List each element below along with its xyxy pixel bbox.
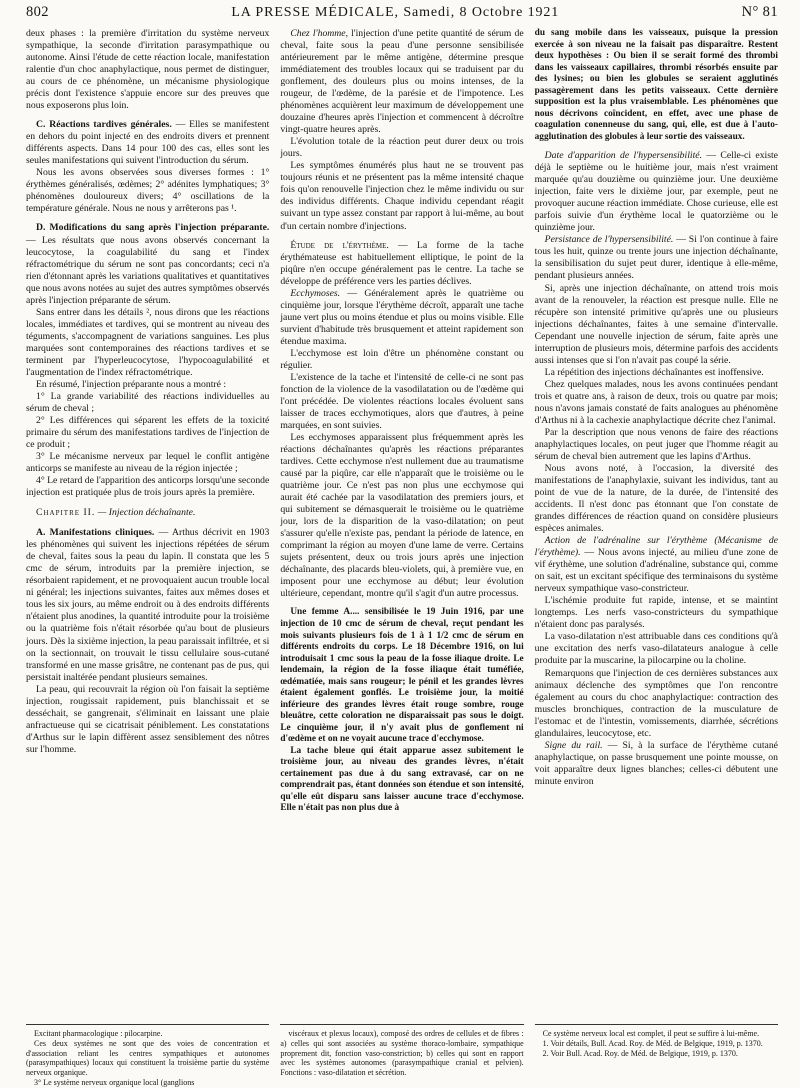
footnote-divider — [26, 1024, 269, 1025]
subsection-signe-du-rail — [535, 740, 778, 788]
footnote: Ce système nerveux local est complet, il peut se suffire à lui-même. — [542, 1029, 760, 1038]
section-text: — Elles se manifestent en dehors du point injecté en des endroits divers et prennent différents aspects. Dans 14 pour 100 des cas, elles sont les seules manifestations qui suivent l'introduction du sérum. — [26, 119, 270, 167]
section-text: — Arthus décrivit en 1903 les phénomènes qui suivent les injections répétées de sérum de cheval, faites sous la peau du lapin. Il constata que les 5 cmc de sérum, introduits par la première injection, se résorbaient rapidement, et ne provoquaient aucun trouble local ni général; les injections suivantes, faites aux mêmes doses et tous les six jours, au même endroit ou à des endroits différents n'étaient plus anodines, la quantité introduite pour la troisième ou la quatrième fois n'était résorbée qu'au bout de plusieurs jours. Dès la sixième injection, la peau paraissait infiltrée, et si on la sectionnait, on trouvait le tissu cellulaire sous-cutané transformé en une masse grisâtre, ne contenant pas de pus, qui persistait inaltérée pendant plusieurs semaines. — [26, 527, 270, 683]
subsection-label: Action de l'adrénaline sur l'érythème (Mécanisme de l'érythème). — [534, 535, 778, 559]
italic-lead: Chez l'homme, — [290, 28, 349, 39]
paragraph: Les ecchymoses apparaissent plus fréquemment après les réactions déchaînantes qu'après les réactions préparantes tardives. Cette ecchymose n'est nullement due au traumatisme causé par la piqûre, car elle n'apparaît que le troisième ou le quatrième jour. Ce n'est pas non plus une ecchymose qui aurait été cachée par la vasodilatation des premiers jours, et qui subitement se démasquerait le troisième ou le quatrième jour, lors de la disparition de la vaso-dilatation; on peut s'assurer qu'elle n'existe pas, pendant la période de latence, en comprimant la région au moyen d'une lame de verre. Certains sujets présentent, deux ou trois jours après une injection déchaînante, des placards bleu-violets, qui, à première vue, en imposent pour une ecchymose au début; leur évolution ultérieure, cependant, montre qu'il s'agit d'un autre processus. — [280, 432, 524, 600]
footnote: 2. Voir Bull. Acad. Roy. de Méd. de Belgique, 1919, p. 1370. — [542, 1048, 738, 1058]
section-heading: C. Réactions tardives générales. — [36, 119, 172, 131]
section-c — [26, 119, 269, 167]
subsection-text: — Généralement après le quatrième ou cinquième jour, lorsque l'érythème décroît, apparaît une tache jaune vert plus ou moins étendue et plus ou moins visible. Elle survient d'habitude très brusquement et atteint rapidement son étendue maxima. — [280, 287, 524, 347]
section-a — [26, 527, 269, 683]
paragraph-text: l'injection d'une petite quantité de sérum de cheval, faite sous la peau d'une personne sensibilisée antérieurement par le même antigène, détermine presque immédiatement des troubles locaux qui se traduisent par du gonflement, des douleurs plus ou moins intenses, de la rougeur, de l'œdème, de la parésie et de l'impotence. Les phénomènes acquièrent leur maximum de développement une douzaine d'heures après l'injection et commencent à décroître vingt-quatre heures après. — [280, 28, 524, 136]
footnote: 3° Le système nerveux organique local (ganglions — [34, 1077, 195, 1087]
subsection-text: — Si l'on continue à faire tous les huit, quinze ou trente jours une injection déchaînante, la sensibilisation du sujet peut durer, identique à elle-même, pendant plusieurs années. — [534, 234, 778, 282]
paragraph: Remarquons que l'injection de ces dernières substances aux animaux déclenche des symptômes que l'on rencontre également au cours du choc anaphylactique: contraction des muscles bronchiques, contraction de la musculature de l'estomac et de l'intestin, vomissements, diarrhée, sécrétions glandulaires, leucocytose, etc. — [534, 667, 778, 739]
page-header — [26, 4, 778, 28]
subsection-label: Signe du rail. — [544, 739, 603, 751]
footnote-divider — [280, 1024, 523, 1025]
paragraph: Si, après une injection déchaînante, on attend trois mois avant de la renouveler, la réaction est presque nulle. Elle ne récupère son intensité primitive qu'après une ou plusieurs injections déchaînantes, faites à une semaine d'intervalle. Cependant une nouvelle injection de sérum, faite après une interruption de plusieurs mois, détermine parfois des accidents aussi intenses que si l'on n'avait pas coupé la série. — [534, 282, 778, 366]
paragraph — [280, 28, 523, 136]
chapter-title: — Injection déchaînante. — [95, 507, 196, 519]
journal-title: LA PRESSE MÉDICALE, Samedi, 8 Octobre 1921 — [231, 5, 560, 20]
paragraph: La peau, qui recouvrait la région où l'on faisait la septième injection, rougissait rapidement, puis blanchissait et se desséchait, se gangrenait, s'éliminait en laissant une plaie anfractueuse qui se cicatrisait péniblement. Les constatations d'Arthus sur le lapin diffèrent assez sensiblement des nôtres sur l'homme. — [26, 683, 270, 755]
column-2 — [280, 28, 523, 1080]
subsection-text: — Si, à la surface de l'érythème cutané anaphylactique, on passe brusquement une pointe mousse, on voit apparaître deux lignes blanches; celles-ci débutent une minute environ — [534, 739, 778, 787]
paragraph: Les symptômes énumérés plus haut ne se trouvent pas toujours réunis et ne présentent pas la même intensité chaque fois qu'on renouvelle l'injection chez le même individu ou sur des individus différents. Chaque individu cependant réagit suivant un type assez constant par rapport à lui-même, au bout d'un certain nombre d'injections. — [280, 160, 524, 232]
section-heading: A. Manifestations cliniques. — [36, 527, 155, 539]
footnotes — [280, 1029, 523, 1078]
footnotes — [535, 1029, 778, 1058]
subsection-date — [535, 150, 778, 234]
case-report: Une femme A.... sensibilisée le 19 Juin 1916, par une injection de 10 cmc de sérum de cheval, reçut pendant les mois suivants plusieurs fois de 1 à 1 1/2 cmc de sérum en différents endroits du corps. Le 18 Décembre 1916, on lui introduisait 1 cmc sous la peau de la fosse iliaque droite. Le lendemain, la région de la fosse iliaque était tuméfiée, œdématiée, mais sans rougeur; le pénil et les grandes lèvres étaient également gonflés. Le troisième jour, la moitié inférieure des grandes lèvres était rouge sombre, rouge bleuâtre, cette coloration ne disparaissait pas sous le doigt. Le cinquième jour, il n'y avait plus de gonflement ni d'œdème et on ne voyait aucune trace d'ecchymose. — [280, 607, 524, 745]
footnote: viscéraux et plexus locaux), composé des ordres de cellules et de fibres : a) celles qui sont associées au système thoraco-lombaire, sympathique proprement dit, fonction vaso-constriction; b) celles qui sont en rapport avec les systèmes autonomes (parasympathique cranial et pelvien). Fonctions : vaso-dilatation et sécrétion. — [280, 1029, 524, 1077]
subsection-text: — Celle-ci existe déjà le septième ou le huitième jour, mais n'est vraiment marquée qu'au douzième ou quinzième jour. Une deuxième injection, faite vers le dixième jour, par exemple, peut ne provoquer aucune réaction immédiate. Chose curieuse, elle est parfois suivie d'un érythème local le quatorzième ou le quinzième jour. — [534, 150, 778, 234]
footnote-divider — [535, 1024, 778, 1025]
footnote: 1. Voir détails, Bull. Acad. Roy. de Méd. de Belgique, 1919, p. 1370. — [542, 1038, 763, 1048]
section-d — [26, 222, 269, 306]
case-report: La tache bleue qui était apparue assez subitement le troisième jour, au niveau des grandes lèvres, n'était certainement pas due à du sang extravasé, car on ne comprendrait pas, étant données son étendue et son intensité, qu'elle eût disparu sans laisser aucune trace d'ecchymose. Elle n'était pas non plus due à — [280, 745, 524, 814]
case-report-continued: du sang mobile dans les vaisseaux, puisque la pression exercée à son niveau ne la faisait pas disparaître. Restent deux hypothèses : Ou bien il se serait formé des thrombi dans les vaisseaux capillaires, thrombi résorbés ensuite par des lysines; ou bien les globules se seraient agglutinés passagèrement dans les petits vaisseaux. Cette dernière supposition est la plus vraisemblable. Les phénomènes que nous décrivons coïncident, en effet, avec une phase de coagulation conenneuse du sang, qui, elle, est due à l'auto-agglutination des globules à leur sortie des vaisseaux. — [534, 28, 778, 142]
paragraph: deux phases : la première d'irritation du système nerveux sympathique, la seconde d'irritation parasympathique ou autonome. Ainsi l'étude de cette réaction locale, manifestation ralentie d'un choc anaphylactique, nous permet de distinguer, au cours de ce phénomène, un mécanisme physiologique précis dont l'existence s'appuie encore sur des preuves que nous exposerons plus loin. — [26, 28, 270, 112]
paragraph: Par la description que nous venons de faire des réactions anaphylactiques locales, on peut juger que l'homme réagit au sérum de cheval bien autrement que les lapins d'Arthus. — [534, 426, 778, 462]
subsection-ecchymoses — [280, 288, 523, 348]
paragraph: En résumé, l'injection préparante nous a montré : — [36, 378, 227, 390]
paragraph: La vaso-dilatation n'est attribuable dans ces conditions qu'à une excitation des nerfs vaso-dilatateurs analogue à celle produite par la muscarine, la pilocarpine ou la choline. — [534, 631, 778, 667]
subsection-label: Persistance de l'hypersensibilité. — [544, 234, 674, 246]
page-number: 802 — [26, 4, 49, 20]
subsection-label: Date d'apparition de l'hypersensibilité. — [544, 150, 703, 162]
paragraph: L'existence de la tache et l'intensité de celle-ci ne sont pas fonction de la violence de la vasodilatation ou de l'œdème qui l'ont précédée. De violentes réactions locales évoluent sans laisser de traces ecchymotiques, alors que d'autres, à peine marquées, en sont suivies. — [280, 371, 524, 431]
issue-number: N° 81 — [741, 4, 778, 20]
chapter-label: Chapitre II. — [36, 507, 96, 519]
column-1 — [26, 28, 270, 1087]
subsection-text: — La forme de la tache érythémateuse est habituellement elliptique, le point de la piqûre n'en occupe généralement pas le centre. La tache se développe de préférence vers les parties déclives. — [280, 239, 524, 287]
paragraph: L'ecchymose est loin d'être un phénomène constant ou régulier. — [280, 347, 524, 371]
column-3 — [535, 28, 778, 1080]
text-columns — [26, 28, 778, 1087]
paragraph: Nous les avons observées sous diverses formes : 1° érythèmes généralisés, œdèmes; 2° adénites lymphatiques; 3° phénomènes douloureux divers; 4° oscillations de la température générale. Nous ne nous y arrêterons pas ¹. — [26, 167, 270, 215]
paragraph: Chez quelques malades, nous les avons continuées pendant trois et quatre ans, à raison de deux, trois ou quatre par mois; nous n'avons jamais constaté de faits analogues au phénomène d'Arthus ni à la cachexie anaphylactique décrite chez l'animal. — [534, 378, 778, 426]
footnote: Ces deux systèmes ne sont que des voies de concentration et d'association reliant les centres sympathiques et autonomes (parasympathiques) locaux qui constituent la troisième partie du système nerveux organique. — [26, 1038, 270, 1077]
subsection-text: — Nous avons injecté, au milieu d'une zone de vif érythème, une solution d'adrénaline, substance qui, comme on sait, est un excitant spécifique des terminaisons du système nerveux sympathique vaso-constricteur. — [534, 547, 778, 595]
list-item: 1° La grande variabilité des réactions individuelles au sérum de cheval ; — [26, 390, 270, 414]
subsection-persistance — [535, 234, 778, 282]
paragraph: Nous avons noté, à l'occasion, la diversité des manifestations de l'anaphylaxie, suivant les individus, tant au point de vue de la nature, de la durée, de l'intensité des accidents. Il n'est donc pas étonnant que l'on constate de grandes différences de réaction quand on considère plusieurs espèces animales. — [534, 462, 778, 535]
paragraph: L'ischémie produite fut rapide, intense, et se maintint longtemps. Les nerfs vaso-constricteurs du sympathique n'étaient donc pas paralysés. — [534, 595, 778, 631]
list-item: 3° Le mécanisme nerveux par lequel le conflit antigène anticorps se manifeste au niveau de la région injectée ; — [26, 451, 270, 475]
footnote: Excitant pharmacologique : pilocarpine. — [34, 1029, 163, 1038]
paragraph: La répétition des injections déchaînantes est inoffensive. — [544, 366, 764, 378]
subsection-label: Ecchymoses. — [290, 287, 341, 299]
section-text: — Les résultats que nous avons observés concernant la leucocytose, la coagulabilité du sang et l'index réfractométrique du sérum ne sont pas concordants; ceci n'a rien d'étonnant après les variations qualitatives et quantitatives que nous avons notées au sujet des autres symptômes observés après l'injection préparante de sérum. — [26, 234, 270, 306]
chapter-heading — [36, 507, 269, 519]
footnotes — [26, 1029, 269, 1088]
subsection-adrenaline — [535, 535, 778, 595]
list-item: 4° Le retard de l'apparition des anticorps lorsqu'une seconde injection est pratiquée plus de trois jours après la première. — [26, 475, 270, 499]
list-item: 2° Les différences qui séparent les effets de la toxicité primaire du sérum des manifestations tardives de l'injection de ce produit ; — [26, 414, 270, 451]
subsection-erytheme — [280, 240, 523, 288]
subsection-label: Étude de l'érythème. — [290, 239, 389, 251]
paragraph: Sans entrer dans les détails ², nous dirons que les réactions locales, immédiates et tardives, qui se montrent au niveau des téguments, s'accompagnent de variations sanguines. Les plus marquées sont contemporaines des réactions tardives et se terminent par l'hyperleucocytose, l'hypocoagulabilité et l'augmentation de l'index réfractométrique. — [26, 306, 270, 378]
section-heading: D. Modifications du sang après l'injection préparante. — [36, 222, 270, 234]
paragraph: L'évolution totale de la réaction peut durer deux ou trois jours. — [280, 136, 524, 160]
